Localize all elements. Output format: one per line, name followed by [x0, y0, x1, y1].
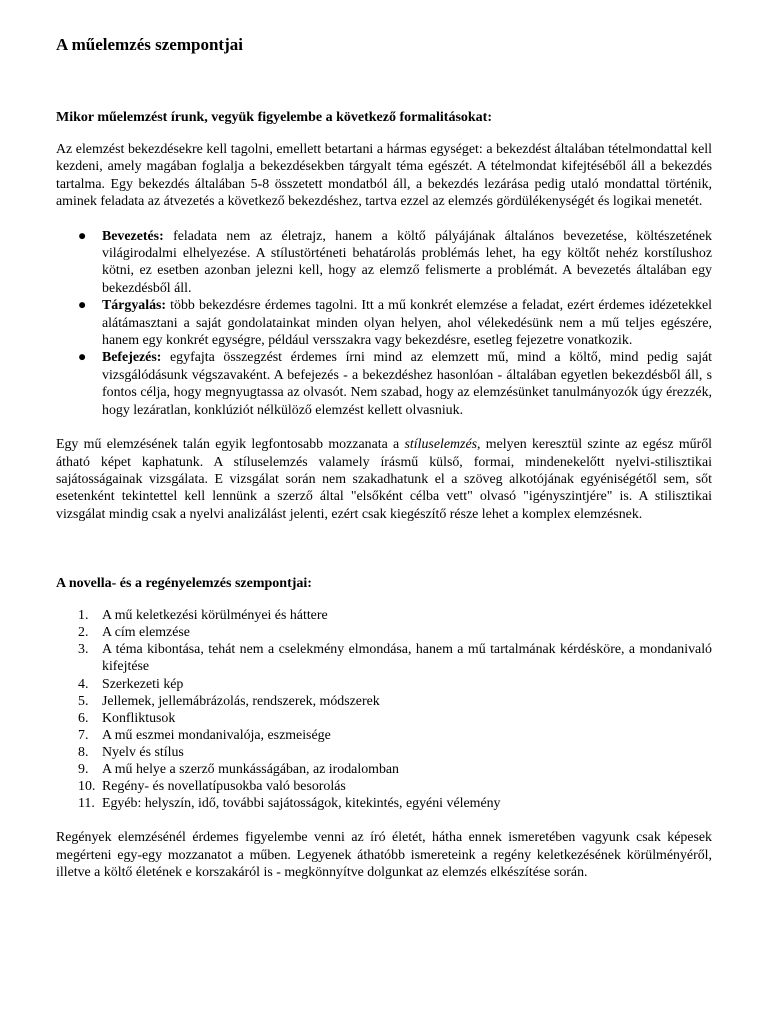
list-item [56, 228, 712, 298]
list-item-text: A mű eszmei mondanivalója, eszmeisége [102, 727, 331, 743]
style-term-italic: stíluselemzés [404, 437, 478, 453]
list-number: 11. [78, 796, 95, 812]
list-number: 8. [78, 744, 89, 760]
list-number: 3. [78, 642, 89, 658]
style-analysis-paragraph [56, 436, 712, 523]
list-item [56, 761, 712, 778]
closing-paragraph: Regények elemzésénél érdemes figyelembe venni az író életét, hátha ennek ismeretében vagyunk csak képesek megérteni egy-egy mozzanatot a műben. Legyenek áthatóbb ismereteink a regény keletkezésének körülményéről, illetve a költő életének e korszakáról is - megkönnyítve dolgunkat az elemzés elkészítése során. [56, 830, 712, 881]
list-item [56, 727, 712, 744]
list-item-text: Szerkezeti kép [102, 676, 184, 692]
style-text-after: , melyen keresztül szinte az egész műről átható képet kaphatunk. A stíluselemzés valamely írásmű külső, formai, mindenekelőtt nyelvi-stilisztikai sajátosságainak vizsgálata. E vizsgálat során nem szakadhatunk el a szöveg alkotójának egyéniségétől sem, sőt esetenként tekintettel kell lennünk a szerző által "elsőként célba vett" olvasó "igényszintjére" is. A stilisztikai vizsgálat mindig csak a nyelvi analizálást jelenti, ezért csak kiegészítő része lehet a komplex elemzésnek. [56, 437, 712, 522]
list-item-text: Regény- és novellatípusokba való besorolás [102, 779, 346, 795]
page-title: A műelemzés szempontjai [56, 35, 243, 54]
list-item [56, 710, 712, 727]
list-number: 10. [78, 779, 96, 795]
list-item-text: A téma kibontása, tehát nem a cselekmény elmondása, hanem a mű tartalmának kérdésköre, a mondanivaló kifejtése [102, 642, 712, 675]
list-item-text: Jellemek, jellemábrázolás, rendszerek, módszerek [102, 693, 380, 709]
criteria-list [56, 607, 712, 812]
list-item [56, 349, 712, 419]
section-heading-novel: A novella- és a regényelemzés szempontjai: [56, 576, 312, 592]
list-number: 4. [78, 676, 89, 692]
list-item [56, 607, 712, 624]
list-item-text: Nyelv és stílus [102, 744, 184, 760]
list-item-term: Tárgyalás: [102, 298, 167, 314]
list-item-text: A mű keletkezési körülményei és háttere [102, 608, 328, 624]
list-item-text: feladata nem az életrajz, hanem a költő pályájának általános bevezetése, költészetének világirodalmi elhelyezése. A stílustörténeti behatárolás problémás lehet, ha egy költőt nehéz korstílushoz kötni, ez esetben azonban jelezni kell, hogy az elemző felismerte a problémát. A bevezetés általában egy bekezdésből áll. [102, 228, 712, 296]
list-item [56, 795, 712, 812]
list-number: 5. [78, 693, 89, 709]
list-item-term: Befejezés: [102, 350, 162, 366]
list-number: 1. [78, 608, 89, 624]
section-heading-formalities: Mikor műelemzést írunk, vegyük figyelembe a következő formalitásokat: [56, 110, 493, 125]
list-number: 2. [78, 625, 89, 641]
list-item [56, 297, 712, 349]
list-item-text: Konfliktusok [102, 710, 176, 726]
list-item-text: A mű helye a szerző munkásságában, az irodalomban [102, 761, 399, 777]
list-item [56, 778, 712, 795]
bullet-icon: ● [78, 350, 87, 366]
list-item-text: egyfajta összegzést érdemes írni mind az elemzett mű, mind a költő, mind pedig saját vizsgálódásunk végszavaként. A befejezés - a bekezdéshez hasonlóan - általában egyetlen bekezdésből áll, s fontos célja, hogy megnyugtassa az olvasót. Nem szabad, hogy az elemzésünket tanulmányozók úgy érezzék, hogy lezáratlan, konklúziót nélkülöző elemzést kellett olvasniuk. [102, 350, 712, 418]
list-item-term: Bevezetés: [102, 228, 164, 244]
list-item [56, 744, 712, 761]
list-item-text: több bekezdésre érdemes tagolni. Itt a mű konkrét elemzése a feladat, ezért érdemes idézetekkel alátámasztani a saját gondolatainkat minden olyan helyen, ahol vélekedésünk nem a mű teljes egészére, hanem egy konkrét egységre, például versszakra vagy bekezdésre, esetleg fejezetre vonatkozik. [102, 298, 712, 349]
list-item [56, 693, 712, 710]
list-number: 9. [78, 761, 89, 777]
list-item-text: Egyéb: helyszín, idő, további sajátosságok, kitekintés, egyéni vélemény [102, 796, 501, 812]
list-number: 6. [78, 710, 89, 726]
list-item-text: A cím elemzése [102, 625, 190, 641]
list-item [56, 624, 712, 641]
list-item [56, 641, 712, 675]
list-number: 7. [78, 727, 89, 743]
style-text-before: Egy mű elemzésének talán egyik legfontosabb mozzanata a [56, 437, 405, 453]
intro-paragraph: Az elemzést bekezdésekre kell tagolni, emellett betartani a hármas egységet: a bekezdést általában tételmondattal kell kezdeni, amely magában foglalja a bekezdésekben tárgyalt téma egészét. A tételmondat kifejtéséből áll a bekezdés tartalma. Egy bekezdés általában 5-8 összetett mondatból áll, a bekezdés lezárása pedig utaló mondattal történik, aminek feladata az átvezetés a következő bekezdéshez, tartva ezzel az elemzés gördülékenységét és logikai menetét. [56, 142, 712, 210]
structure-list [56, 228, 712, 419]
bullet-icon: ● [78, 228, 87, 244]
list-item [56, 676, 712, 693]
bullet-icon: ● [78, 298, 87, 314]
